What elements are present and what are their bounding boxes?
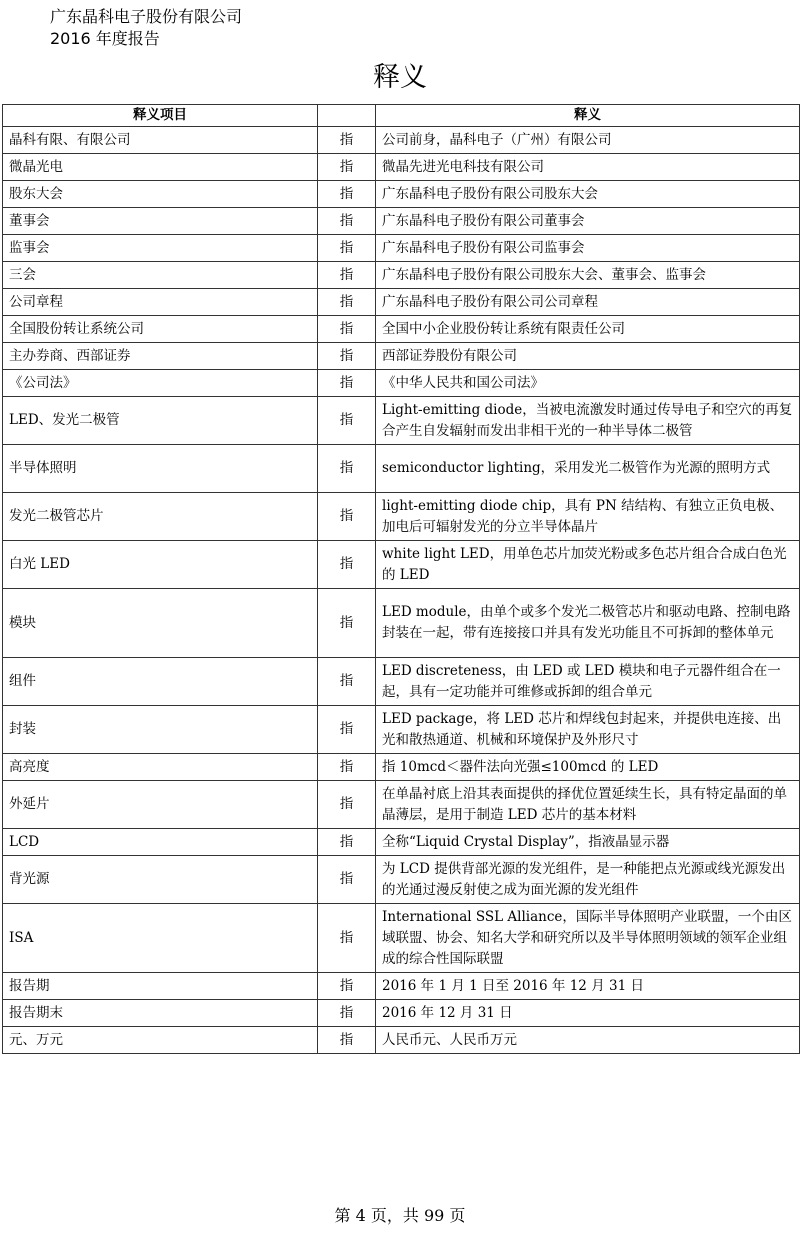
table-row: [3, 181, 800, 208]
definition-cell: semiconductor lighting，采用发光二极管作为光源的照明方式: [376, 445, 800, 493]
table-row: [3, 289, 800, 316]
ref-cell: 指: [318, 208, 376, 235]
header-term: 释义项目: [3, 105, 318, 127]
term-cell: 发光二极管芯片: [3, 493, 318, 541]
term-cell: LCD: [3, 829, 318, 856]
ref-cell: 指: [318, 1027, 376, 1054]
definition-cell: LED package，将 LED 芯片和焊线包封起来，并提供电连接、出光和散热通道、机械和环境保护及外形尺寸: [376, 706, 800, 754]
table-header-row: [3, 105, 800, 127]
term-cell: 半导体照明: [3, 445, 318, 493]
ref-cell: 指: [318, 343, 376, 370]
definition-cell: 广东晶科电子股份有限公司董事会: [376, 208, 800, 235]
table-row: [3, 973, 800, 1000]
term-cell: 全国股份转让系统公司: [3, 316, 318, 343]
table-row: [3, 397, 800, 445]
ref-cell: 指: [318, 127, 376, 154]
table-row: [3, 493, 800, 541]
term-cell: 监事会: [3, 235, 318, 262]
definition-cell: 人民币元、人民币万元: [376, 1027, 800, 1054]
term-cell: 封装: [3, 706, 318, 754]
definitions-table: [2, 104, 800, 1054]
definition-cell: LED module，由单个或多个发光二极管芯片和驱动电路、控制电路封装在一起，带有连接接口并具有发光功能且不可拆卸的整体单元: [376, 589, 800, 658]
ref-cell: 指: [318, 316, 376, 343]
ref-cell: 指: [318, 973, 376, 1000]
definition-cell: Light-emitting diode，当被电流激发时通过传导电子和空穴的再复合产生自发辐射而发出非相干光的一种半导体二极管: [376, 397, 800, 445]
report-year: 2016 年度报告: [50, 29, 160, 48]
definition-cell: 2016 年 1 月 1 日至 2016 年 12 月 31 日: [376, 973, 800, 1000]
ref-cell: 指: [318, 706, 376, 754]
definition-cell: 2016 年 12 月 31 日: [376, 1000, 800, 1027]
table-row: [3, 904, 800, 973]
table-row: [3, 154, 800, 181]
table-row: [3, 1000, 800, 1027]
term-cell: ISA: [3, 904, 318, 973]
definition-cell: 公司前身，晶科电子（广州）有限公司: [376, 127, 800, 154]
page-number: 第 4 页，共 99 页: [334, 1206, 466, 1225]
header-ref: [318, 105, 376, 127]
ref-cell: 指: [318, 541, 376, 589]
definition-cell: white light LED，用单色芯片加荧光粉或多色芯片组合合成白色光的 LED: [376, 541, 800, 589]
definition-cell: 《中华人民共和国公司法》: [376, 370, 800, 397]
term-cell: 股东大会: [3, 181, 318, 208]
company-name: 广东晶科电子股份有限公司: [50, 7, 243, 26]
definition-cell: LED discreteness，由 LED 或 LED 模块和电子元器件组合在一起，具有一定功能并可维修或拆卸的组合单元: [376, 658, 800, 706]
ref-cell: 指: [318, 370, 376, 397]
term-cell: 晶科有限、有限公司: [3, 127, 318, 154]
table-row: [3, 589, 800, 658]
ref-cell: 指: [318, 493, 376, 541]
ref-cell: 指: [318, 235, 376, 262]
definition-cell: International SSL Alliance，国际半导体照明产业联盟，一个由区域联盟、协会、知名大学和研究所以及半导体照明领域的领军企业组成的综合性国际联盟: [376, 904, 800, 973]
term-cell: 报告期: [3, 973, 318, 1000]
ref-cell: 指: [318, 829, 376, 856]
ref-cell: 指: [318, 658, 376, 706]
ref-cell: 指: [318, 856, 376, 904]
definition-cell: 广东晶科电子股份有限公司公司章程: [376, 289, 800, 316]
definition-cell: 全称“Liquid Crystal Display”，指液晶显示器: [376, 829, 800, 856]
ref-cell: 指: [318, 289, 376, 316]
definition-cell: 广东晶科电子股份有限公司股东大会: [376, 181, 800, 208]
term-cell: 三会: [3, 262, 318, 289]
table-row: [3, 781, 800, 829]
term-cell: 组件: [3, 658, 318, 706]
term-cell: 《公司法》: [3, 370, 318, 397]
term-cell: 元、万元: [3, 1027, 318, 1054]
header-definition: 释义: [376, 105, 800, 127]
definition-cell: 指 10mcd＜器件法向光强≤100mcd 的 LED: [376, 754, 800, 781]
definition-cell: 微晶先进光电科技有限公司: [376, 154, 800, 181]
term-cell: 微晶光电: [3, 154, 318, 181]
term-cell: 背光源: [3, 856, 318, 904]
term-cell: 白光 LED: [3, 541, 318, 589]
ref-cell: 指: [318, 754, 376, 781]
table-row: [3, 541, 800, 589]
table-row: [3, 127, 800, 154]
table-body: [3, 127, 800, 1054]
ref-cell: 指: [318, 262, 376, 289]
table-row: [3, 706, 800, 754]
definition-cell: 广东晶科电子股份有限公司股东大会、董事会、监事会: [376, 262, 800, 289]
definition-cell: 全国中小企业股份转让系统有限责任公司: [376, 316, 800, 343]
table-row: [3, 754, 800, 781]
table-row: [3, 316, 800, 343]
table-row: [3, 1027, 800, 1054]
table-row: [3, 658, 800, 706]
ref-cell: 指: [318, 181, 376, 208]
table-row: [3, 343, 800, 370]
term-cell: 董事会: [3, 208, 318, 235]
ref-cell: 指: [318, 445, 376, 493]
definition-cell: light-emitting diode chip，具有 PN 结结构、有独立正负电极、加电后可辐射发光的分立半导体晶片: [376, 493, 800, 541]
ref-cell: 指: [318, 154, 376, 181]
definition-cell: 为 LCD 提供背部光源的发光组件，是一种能把点光源或线光源发出的光通过漫反射使之成为面光源的发光组件: [376, 856, 800, 904]
term-cell: 外延片: [3, 781, 318, 829]
term-cell: 高亮度: [3, 754, 318, 781]
ref-cell: 指: [318, 781, 376, 829]
ref-cell: 指: [318, 397, 376, 445]
ref-cell: 指: [318, 1000, 376, 1027]
definition-cell: 广东晶科电子股份有限公司监事会: [376, 235, 800, 262]
definition-cell: 在单晶衬底上沿其表面提供的择优位置延续生长，具有特定晶面的单晶薄层，是用于制造 LED 芯片的基本材料: [376, 781, 800, 829]
term-cell: 报告期末: [3, 1000, 318, 1027]
term-cell: LED、发光二极管: [3, 397, 318, 445]
page-title: 释义: [373, 62, 427, 93]
ref-cell: 指: [318, 589, 376, 658]
table-row: [3, 856, 800, 904]
term-cell: 公司章程: [3, 289, 318, 316]
table-row: [3, 829, 800, 856]
term-cell: 主办券商、西部证券: [3, 343, 318, 370]
table-row: [3, 208, 800, 235]
term-cell: 模块: [3, 589, 318, 658]
ref-cell: 指: [318, 904, 376, 973]
definition-cell: 西部证券股份有限公司: [376, 343, 800, 370]
table-row: [3, 370, 800, 397]
table-row: [3, 235, 800, 262]
table-row: [3, 262, 800, 289]
table-row: [3, 445, 800, 493]
